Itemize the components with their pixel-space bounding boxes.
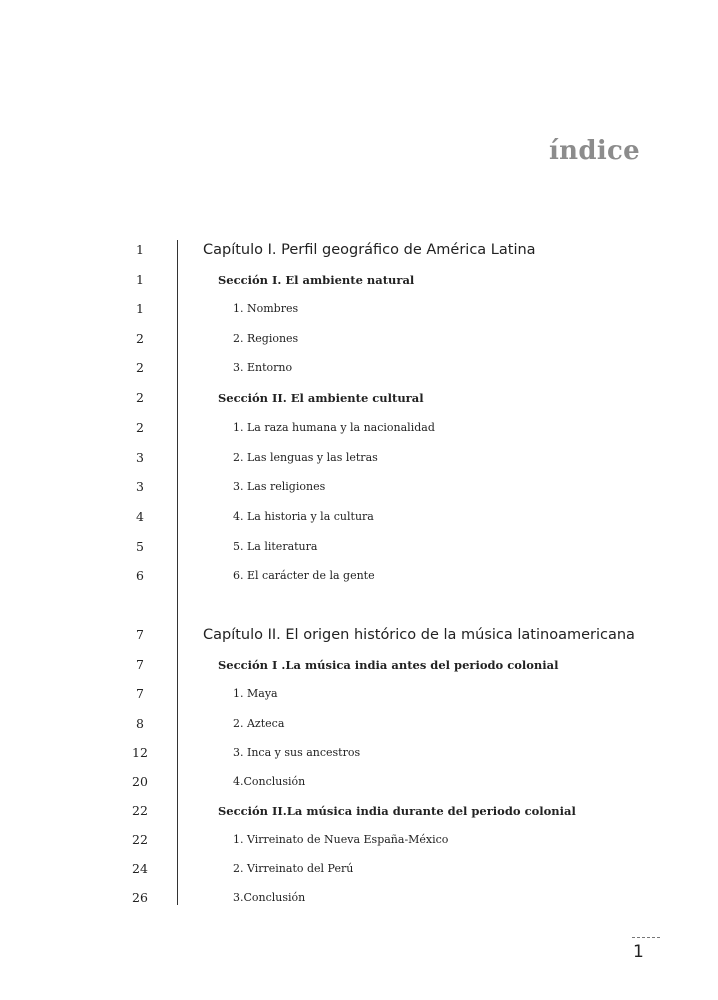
toc-page-number: 22: [132, 803, 148, 818]
toc-entry-text: 2. Las lenguas y las letras: [233, 451, 378, 464]
toc-item-row: [0, 830, 718, 850]
toc-entry-text: 6. El carácter de la gente: [233, 569, 375, 582]
toc-entry-text: Sección I .La música india antes del periodo colonial: [218, 658, 559, 672]
toc-item-row: [0, 888, 718, 908]
toc-item-row: [0, 418, 718, 438]
page-title: índice: [548, 136, 640, 166]
toc-entry-text: 5. La literatura: [233, 540, 318, 553]
toc-entry-text: 1. La raza humana y la nacionalidad: [233, 421, 435, 434]
toc-page-number: 12: [132, 745, 148, 760]
toc-item-row: [0, 329, 718, 349]
toc-entry-text: Capítulo II. El origen histórico de la música latinoamericana: [203, 627, 635, 643]
toc-page-number: 7: [136, 686, 144, 701]
toc-page-number: 1: [136, 301, 144, 316]
toc-page-number: 2: [136, 390, 144, 405]
toc-page-number: 2: [136, 420, 144, 435]
toc-page-number: 7: [136, 627, 144, 642]
toc-section-row: [0, 388, 718, 408]
toc-item-row: [0, 684, 718, 704]
toc-page-number: 22: [132, 832, 148, 847]
toc-section-row: [0, 655, 718, 675]
toc-item-row: [0, 299, 718, 319]
toc-entry-text: Sección II.La música india durante del periodo colonial: [218, 804, 576, 818]
toc-page-number: 8: [136, 716, 144, 731]
toc-section-row: [0, 270, 718, 290]
toc-page-number: 2: [136, 331, 144, 346]
toc-page-number: 4: [136, 509, 144, 524]
toc-entry-text: 1. Nombres: [233, 302, 299, 315]
toc-entry-text: 3. Entorno: [233, 361, 293, 374]
toc-page-number: 24: [132, 861, 148, 876]
toc-entry-text: 3. Las religiones: [233, 480, 326, 493]
toc-entry-text: 2. Virreinato del Perú: [233, 862, 354, 875]
toc-page-number: 26: [132, 890, 148, 905]
toc-item-row: [0, 448, 718, 468]
toc-entry-text: 4.Conclusión: [233, 775, 306, 788]
toc-item-row: [0, 772, 718, 792]
toc-page-number: 2: [136, 360, 144, 375]
toc-page-number: 3: [136, 450, 144, 465]
toc-item-row: [0, 566, 718, 586]
toc-page-number: 6: [136, 568, 144, 583]
toc-chapter-row: [0, 240, 718, 260]
toc-entry-text: Sección II. El ambiente cultural: [218, 391, 424, 405]
toc-section-row: [0, 801, 718, 821]
toc-entry-text: 2. Azteca: [233, 717, 285, 730]
toc-item-row: [0, 477, 718, 497]
toc-page-number: 1: [136, 242, 144, 257]
toc-item-row: [0, 714, 718, 734]
toc-page-number: 7: [136, 657, 144, 672]
toc-entry-text: Capítulo I. Perfil geográfico de América Latina: [203, 242, 536, 258]
toc-chapter-row: [0, 625, 718, 645]
page-number: 1: [633, 942, 644, 962]
toc-item-row: [0, 743, 718, 763]
toc-entry-text: 2. Regiones: [233, 332, 299, 345]
toc-item-row: [0, 358, 718, 378]
toc-page-number: 3: [136, 479, 144, 494]
toc-page-number: 1: [136, 272, 144, 287]
toc-entry-text: 4. La historia y la cultura: [233, 510, 374, 523]
footer-rule: [632, 937, 660, 938]
toc-item-row: [0, 859, 718, 879]
toc-entry-text: Sección I. El ambiente natural: [218, 273, 415, 287]
toc-page-number: 20: [132, 774, 148, 789]
toc-entry-text: 1. Virreinato de Nueva España-México: [233, 833, 449, 846]
toc-item-row: [0, 537, 718, 557]
toc-entry-text: 3. Inca y sus ancestros: [233, 746, 361, 759]
toc-entry-text: 1. Maya: [233, 687, 278, 700]
toc-item-row: [0, 507, 718, 527]
toc-page-number: 5: [136, 539, 144, 554]
toc-entry-text: 3.Conclusión: [233, 891, 306, 904]
